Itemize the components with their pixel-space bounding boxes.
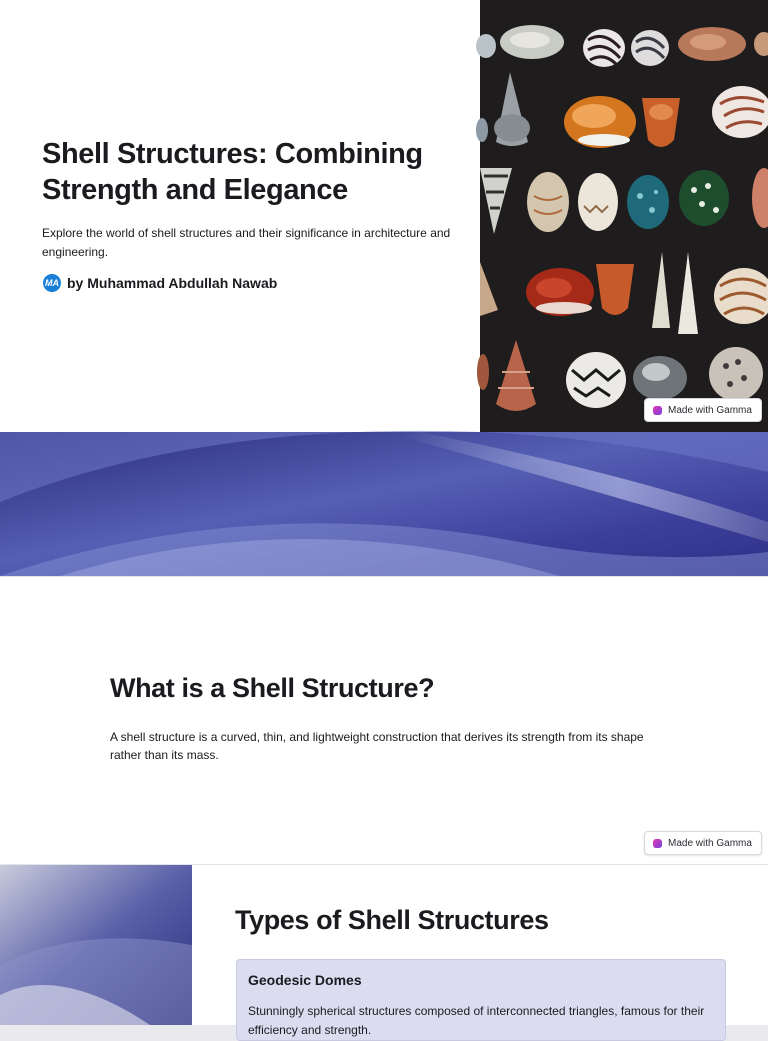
presentation-subtitle: Explore the world of shell structures and their significance in architecture and engineering. <box>42 226 451 259</box>
shell-image-22 <box>566 352 626 408</box>
abstract-wave-background <box>0 432 768 576</box>
types-slide <box>0 864 768 1037</box>
made-with-gamma-badge[interactable] <box>644 831 762 855</box>
slide-heading: What is a Shell Structure? <box>110 673 435 703</box>
made-with-gamma-badge[interactable] <box>644 398 762 422</box>
gradient-band-image <box>0 432 768 576</box>
made-with-gamma-label: Made with Gamma <box>668 837 752 849</box>
card-body-text: Stunningly spherical structures composed of interconnected triangles, famous for their efficiency and strength. <box>248 1004 705 1037</box>
author-name: by Muhammad Abdullah Nawab <box>67 275 278 291</box>
card-title: Geodesic Domes <box>248 972 362 988</box>
shell-image-11 <box>527 172 569 232</box>
slide-body-text: A shell structure is a curved, thin, and lightweight construction that derives its strength from its shape rather than its mass. <box>110 730 644 762</box>
shell-image-24 <box>709 347 763 401</box>
author-line <box>43 274 277 292</box>
shell-type-card <box>236 959 726 1041</box>
made-with-gamma-label: Made with Gamma <box>668 404 752 416</box>
shell-image-14 <box>679 170 729 226</box>
shell-image-13 <box>627 175 669 229</box>
slide-heading: Types of Shell Structures <box>235 905 549 935</box>
presentation-title: Shell Structures: Combining Strength and Elegance <box>42 138 423 206</box>
shell-image-1 <box>476 34 496 58</box>
title-slide <box>0 0 768 432</box>
seashell-collection-image <box>480 0 768 432</box>
author-avatar: MA <box>43 274 61 292</box>
side-gradient-image <box>0 865 192 1025</box>
gamma-logo-icon <box>653 839 662 848</box>
gamma-logo-icon <box>653 406 662 415</box>
shell-image-12 <box>578 173 618 231</box>
definition-slide <box>0 576 768 864</box>
